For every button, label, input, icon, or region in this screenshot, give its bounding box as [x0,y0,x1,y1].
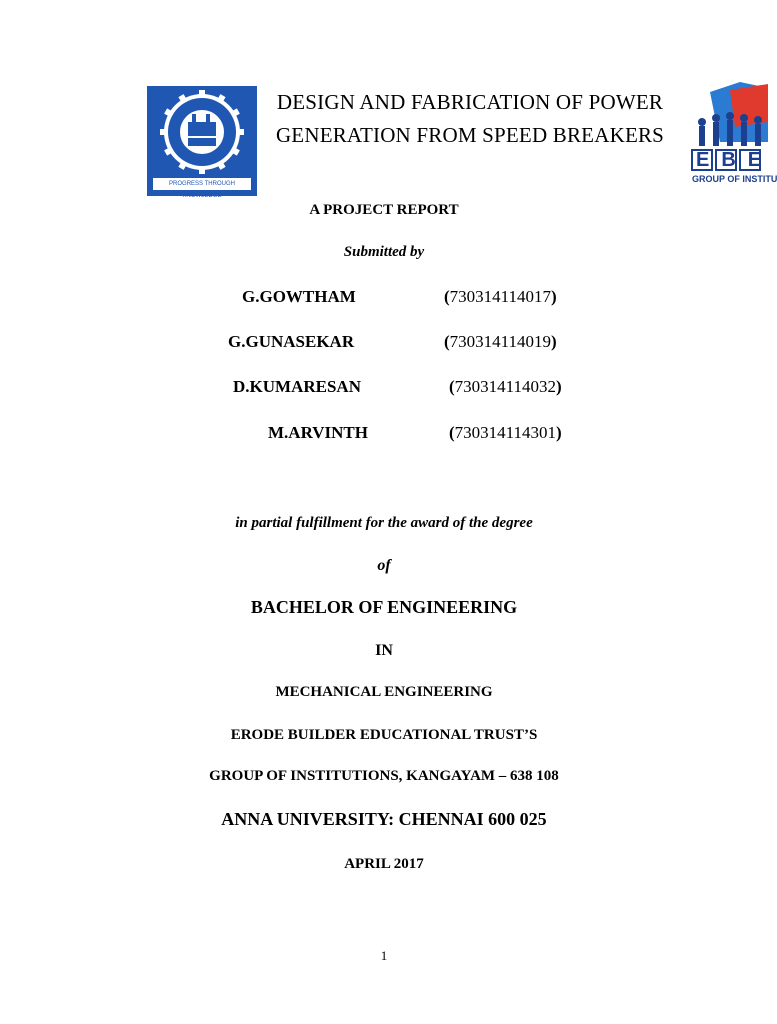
ebe-logo-text: EBE [696,149,774,171]
degree-text: BACHELOR OF ENGINEERING [250,597,518,617]
page-number: 1 [380,948,388,963]
student-name: G.GUNASEKAR [228,332,355,351]
university-text: ANNA UNIVERSITY: CHENNAI 600 025 [221,809,547,829]
anna-university-logo [147,86,257,199]
ebe-logo-subtitle: GROUP OF INSTITU [692,174,777,184]
fulfillment-text: in partial fulfillment for the award of the degree [235,515,533,531]
in-text: IN [375,642,393,659]
trust-text: ERODE BUILDER EDUCATIONAL TRUST’S [230,727,538,743]
student-id: (730314114017) [444,287,557,306]
institution-text: GROUP OF INSTITUTIONS, KANGAYAM – 638 108 [209,768,559,784]
student-name: D.KUMARESAN [233,377,361,396]
anna-university-motto: PROGRESS THROUGH KNOWLEDGE [169,181,235,199]
student-id: (730314114032) [449,377,562,396]
student-id: (730314114019) [444,332,557,351]
student-id: (730314114301) [449,423,562,442]
submitted-by-label: Submitted by [343,244,425,260]
of-text: of [377,557,391,574]
student-name: G.GOWTHAM [242,287,356,306]
report-title: DESIGN AND FABRICATION OF POWER GENERATION FROM SPEED BREAKERS [275,90,665,147]
ebe-logo [690,82,777,196]
department-text: MECHANICAL ENGINEERING [275,684,493,700]
report-date: APRIL 2017 [344,856,424,872]
report-type: A PROJECT REPORT [309,202,459,218]
student-name: M.ARVINTH [268,423,368,442]
